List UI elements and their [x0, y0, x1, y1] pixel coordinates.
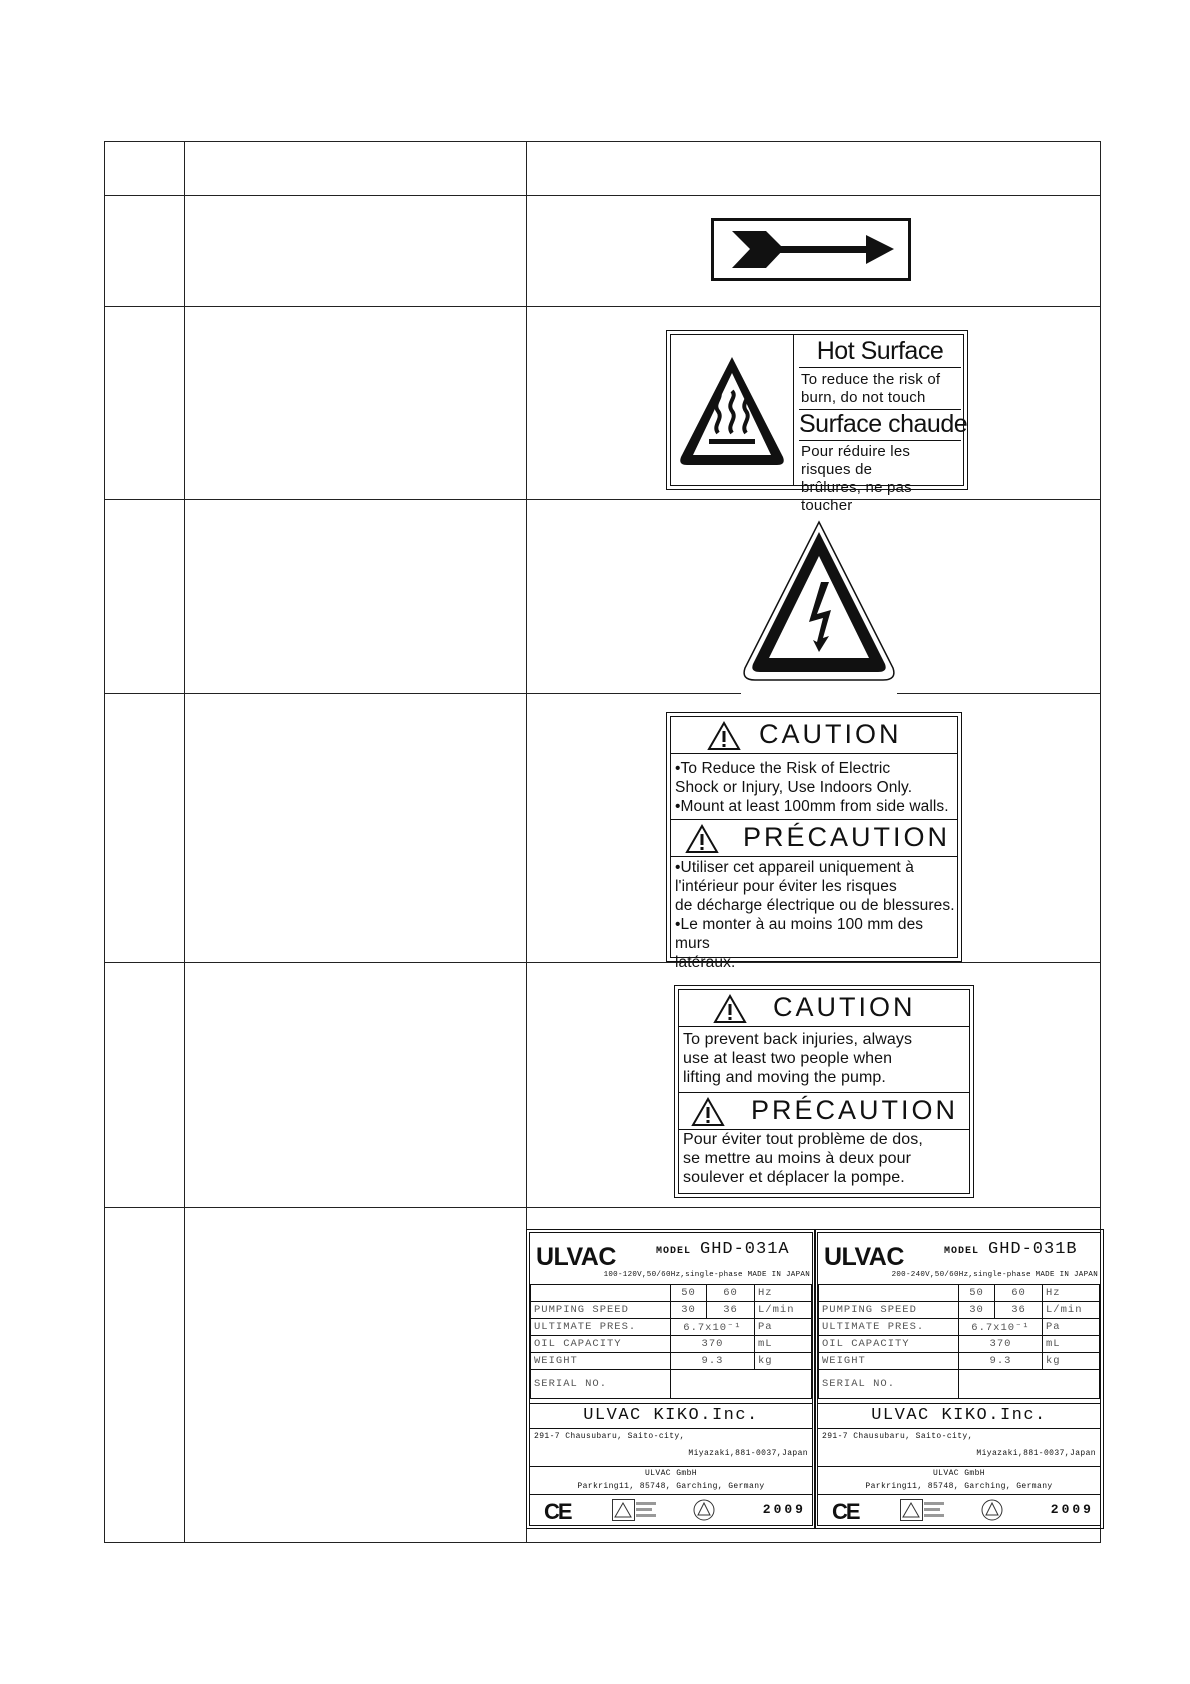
eu-representative	[530, 1467, 812, 1495]
oil-capacity-label: OIL CAPACITY	[819, 1336, 959, 1353]
row-label-cell	[527, 307, 1101, 514]
pumping-speed-50: 30	[959, 1302, 995, 1319]
warning-icon	[707, 721, 741, 751]
hz-60: 60	[995, 1285, 1043, 1302]
gmbh-address: Parkring11, 85748, Garching, Germany	[577, 1482, 765, 1491]
rotation-arrow-label	[711, 218, 911, 281]
row-no-cell	[105, 963, 185, 1208]
hz-50: 50	[671, 1285, 707, 1302]
oil-capacity-unit: mL	[755, 1336, 812, 1353]
address-line-1: 291-7 Chausubaru, Saito-city,	[534, 1432, 685, 1441]
ultimate-pressure-value: 6.7x10⁻¹	[959, 1319, 1043, 1336]
pumping-speed-50: 30	[671, 1302, 707, 1319]
hot-surface-title-fr: Surface chaude	[799, 409, 961, 441]
row-description-cell	[185, 963, 527, 1208]
model-label: MODEL	[944, 1246, 980, 1257]
caution-heading-fr: PRÉCAUTION	[743, 822, 951, 852]
pumping-speed-unit: L/min	[755, 1302, 812, 1319]
address-line-1: 291-7 Chausubaru, Saito-city,	[822, 1432, 973, 1441]
row-label-cell	[527, 694, 1101, 971]
ultimate-pressure-label: ULTIMATE PRES.	[531, 1319, 671, 1336]
ulvac-logo: ULVAC	[536, 1243, 616, 1271]
gmbh-name: ULVAC GmbH	[932, 1469, 985, 1478]
ultimate-pressure-label: ULTIMATE PRES.	[819, 1319, 959, 1336]
table-row	[105, 307, 1101, 500]
row-no-cell	[105, 500, 185, 694]
tuv-mark-icon	[978, 1499, 1006, 1521]
spec-table	[530, 1284, 812, 1399]
model-number: GHD-031A	[700, 1240, 790, 1259]
caution-lifting-label	[678, 989, 970, 1194]
hot-surface-text-fr: Pour réduire les risques de brûlures, ne pas toucher	[801, 443, 912, 514]
hot-surface-text-en: To reduce the risk of burn, do not touch	[801, 371, 941, 406]
serial-number-field	[671, 1370, 812, 1399]
hot-surface-title-en: Hot Surface	[799, 337, 961, 368]
row-no-cell	[105, 694, 185, 963]
pumping-speed-unit: L/min	[1043, 1302, 1100, 1319]
row-description-cell	[185, 500, 527, 694]
oil-capacity-label: OIL CAPACITY	[531, 1336, 671, 1353]
caution-heading-en: CAUTION	[759, 719, 902, 749]
table-row	[105, 963, 1101, 1208]
serial-number-label: SERIAL NO.	[819, 1370, 959, 1399]
row-description-cell	[185, 196, 527, 307]
pumping-speed-label: PUMPING SPEED	[531, 1302, 671, 1319]
row-description-cell	[185, 1208, 527, 1543]
weight-label: WEIGHT	[819, 1353, 959, 1370]
power-rating: 200-240V,50/60Hz,single-phase MADE IN JAPAN	[891, 1271, 1098, 1279]
header-label-cell	[527, 142, 1101, 196]
model-label: MODEL	[656, 1246, 692, 1257]
row-label-cell	[527, 196, 1101, 307]
caution-electric-label	[670, 716, 958, 971]
gmbh-name: ULVAC GmbH	[644, 1469, 697, 1478]
manufacture-year: 2009	[1050, 1502, 1094, 1517]
ce-mark-icon: CE	[832, 1499, 859, 1524]
header-description-cell	[185, 142, 527, 196]
caution-text-en: To prevent back injuries, always use at least two people when lifting and moving the pump.	[683, 1031, 913, 1086]
warning-icon	[685, 824, 719, 854]
caution-text-fr: •Utiliser cet appareil uniquement à l'intérieur pour éviter les risques de décharge électrique ou de blessures. •Le monter à au moins 100 mm des murs latéraux.	[675, 859, 955, 971]
oil-capacity-unit: mL	[1043, 1336, 1100, 1353]
warning-icon	[691, 1097, 725, 1127]
ultimate-pressure-value: 6.7x10⁻¹	[671, 1319, 755, 1336]
model-number: GHD-031B	[988, 1240, 1078, 1259]
weight-unit: kg	[1043, 1353, 1100, 1370]
power-rating: 100-120V,50/60Hz,single-phase MADE IN JAPAN	[603, 1271, 810, 1279]
row-no-cell	[105, 307, 185, 500]
caution-heading-fr: PRÉCAUTION	[751, 1095, 959, 1125]
hz-60: 60	[707, 1285, 755, 1302]
warning-label-table	[104, 141, 1101, 1543]
nameplate-ghd-031b	[817, 1232, 1101, 1526]
header-no-cell	[105, 142, 185, 196]
spec-table	[818, 1284, 1100, 1399]
table-row	[105, 500, 1101, 694]
caution-text-fr: Pour éviter tout problème de dos, se mettre au moins à deux pour soulever et déplacer la pompe.	[683, 1131, 923, 1186]
ce-mark-icon: CE	[544, 1499, 571, 1524]
ultimate-pressure-unit: Pa	[1043, 1319, 1100, 1336]
direction-arrow-icon	[714, 221, 908, 278]
caution-heading-en: CAUTION	[773, 992, 916, 1022]
tuv-mark-icon	[690, 1499, 718, 1521]
manufacturer-address	[818, 1428, 1100, 1467]
row-label-cell	[527, 500, 1101, 694]
certification-mark-icon	[612, 1499, 658, 1521]
electric-shock-icon	[741, 518, 897, 694]
manufacturer-name: ULVAC KIKO.Inc.	[530, 1403, 812, 1429]
gmbh-address: Parkring11, 85748, Garching, Germany	[865, 1482, 1053, 1491]
hz-unit: Hz	[755, 1285, 812, 1302]
address-line-2: Miyazaki,881-0037,Japan	[688, 1449, 808, 1458]
table-header-row	[105, 142, 1101, 196]
weight-unit: kg	[755, 1353, 812, 1370]
pumping-speed-60: 36	[707, 1302, 755, 1319]
row-description-cell	[185, 307, 527, 500]
oil-capacity-value: 370	[959, 1336, 1043, 1353]
oil-capacity-value: 370	[671, 1336, 755, 1353]
row-label-cell	[527, 1208, 1101, 1543]
manufacture-year: 2009	[762, 1502, 806, 1517]
serial-number-field	[959, 1370, 1100, 1399]
nameplate-ghd-031a	[529, 1232, 813, 1526]
caution-text-en: •To Reduce the Risk of Electric Shock or Injury, Use Indoors Only. •Mount at least 100mm from side walls.	[675, 760, 949, 815]
hot-surface-icon	[671, 335, 793, 485]
table-row	[105, 1208, 1101, 1543]
hot-surface-label	[670, 334, 968, 514]
manufacturer-address	[530, 1428, 812, 1467]
certification-mark-icon	[900, 1499, 946, 1521]
eu-representative	[818, 1467, 1100, 1495]
serial-number-label: SERIAL NO.	[531, 1370, 671, 1399]
row-label-cell	[527, 963, 1101, 1208]
weight-label: WEIGHT	[531, 1353, 671, 1370]
table-row	[105, 196, 1101, 307]
row-description-cell	[185, 694, 527, 963]
row-no-cell	[105, 196, 185, 307]
pumping-speed-label: PUMPING SPEED	[819, 1302, 959, 1319]
hz-50: 50	[959, 1285, 995, 1302]
row-no-cell	[105, 1208, 185, 1543]
ulvac-logo: ULVAC	[824, 1243, 904, 1271]
warning-icon	[713, 994, 747, 1024]
ultimate-pressure-unit: Pa	[755, 1319, 812, 1336]
address-line-2: Miyazaki,881-0037,Japan	[976, 1449, 1096, 1458]
electric-shock-label	[741, 518, 897, 694]
table-row	[105, 694, 1101, 963]
manufacturer-name: ULVAC KIKO.Inc.	[818, 1403, 1100, 1429]
weight-value: 9.3	[959, 1353, 1043, 1370]
weight-value: 9.3	[671, 1353, 755, 1370]
hz-unit: Hz	[1043, 1285, 1100, 1302]
pumping-speed-60: 36	[995, 1302, 1043, 1319]
